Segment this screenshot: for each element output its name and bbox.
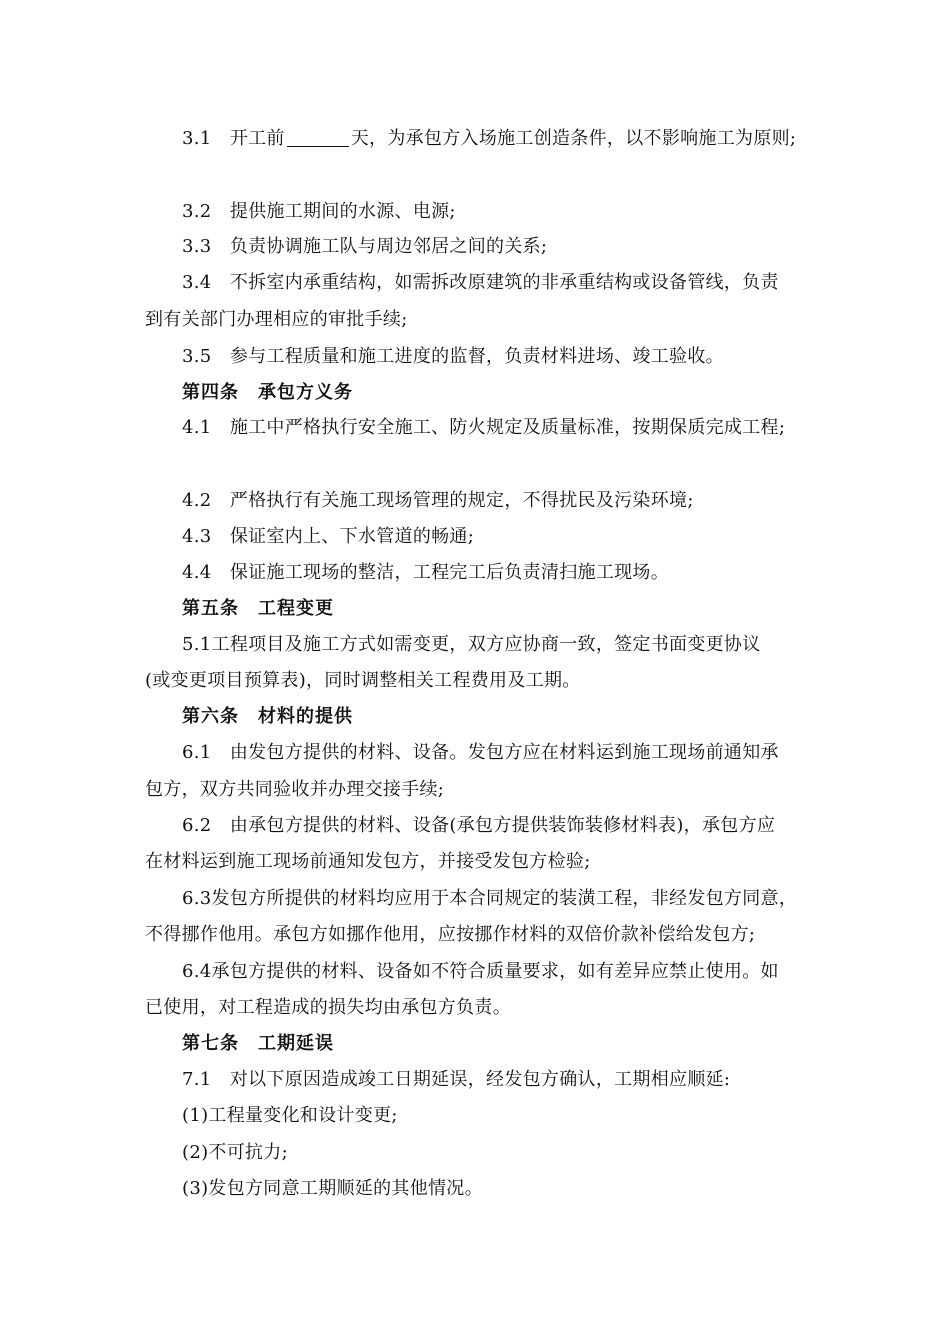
clause-7-1: 7.1 对以下原因造成竣工日期延误，经发包方确认，工期相应顺延:	[182, 1069, 731, 1090]
clause-6-4-line1: 6.4承包方提供的材料、设备如不符合质量要求，如有差异应禁止使用。如	[182, 961, 779, 982]
clause-4-1: 4.1 施工中严格执行安全施工、防火规定及质量标准，按期保质完成工程;	[182, 417, 786, 438]
clause-4-2: 4.2 严格执行有关施工现场管理的规定，不得扰民及污染环境;	[182, 490, 694, 511]
article-6-heading: 第六条 材料的提供	[182, 706, 353, 727]
clause-3-3: 3.3 负责协调施工队与周边邻居之间的关系;	[182, 236, 548, 257]
clause-6-3-line2: 不得挪作他用。承包方如挪作他用，应按挪作材料的双倍价款补偿给发包方;	[145, 924, 756, 945]
blank-days-field[interactable]	[287, 128, 349, 147]
article-7-heading: 第七条 工期延误	[182, 1033, 334, 1054]
clause-6-2-line1: 6.2 由承包方提供的材料、设备(承包方提供装饰装修材料表)，承包方应	[182, 815, 776, 836]
clause-6-1-line2: 包方，双方共同验收并办理交接手续;	[145, 779, 445, 800]
clause-7-1-item-1: (1)工程量变化和设计变更;	[182, 1105, 398, 1126]
clause-7-1-item-3: (3)发包方同意工期顺延的其他情况。	[182, 1178, 483, 1199]
clause-4-3: 4.3 保证室内上、下水管道的畅通;	[182, 526, 475, 547]
clause-3-4-line2: 到有关部门办理相应的审批手续;	[145, 309, 408, 330]
clause-4-4: 4.4 保证施工现场的整洁，工程完工后负责清扫施工现场。	[182, 562, 670, 583]
clause-5-1-line2: (或变更项目预算表)，同时调整相关工程费用及工期。	[145, 670, 581, 691]
clause-6-1-line1: 6.1 由发包方提供的材料、设备。发包方应在材料运到施工现场前通知承	[182, 742, 779, 763]
clause-3-1-start: 3.1 开工前	[182, 128, 285, 149]
clause-3-2: 3.2 提供施工期间的水源、电源;	[182, 201, 456, 222]
clause-3-1-end: 天，为承包方入场施工创造条件，以不影响施工为原则;	[350, 128, 797, 149]
clause-3-1	[182, 127, 832, 151]
article-5-heading: 第五条 工程变更	[182, 598, 334, 619]
clause-6-2-line2: 在材料运到施工现场前通知发包方，并接受发包方检验;	[145, 851, 591, 872]
article-4-heading: 第四条 承包方义务	[182, 382, 353, 403]
clause-7-1-item-2: (2)不可抗力;	[182, 1142, 288, 1163]
clause-6-3-line1: 6.3发包方所提供的材料均应用于本合同规定的装潢工程，非经发包方同意，	[182, 888, 798, 909]
clause-3-5: 3.5 参与工程质量和施工进度的监督，负责材料进场、竣工验收。	[182, 346, 724, 367]
clause-5-1-line1: 5.1工程项目及施工方式如需变更，双方应协商一致，签定书面变更协议	[182, 634, 761, 655]
clause-6-4-line2: 已使用，对工程造成的损失均由承包方负责。	[145, 997, 511, 1018]
clause-3-4-line1: 3.4 不拆室内承重结构，如需拆改原建筑的非承重结构或设备管线，负责	[182, 272, 779, 293]
